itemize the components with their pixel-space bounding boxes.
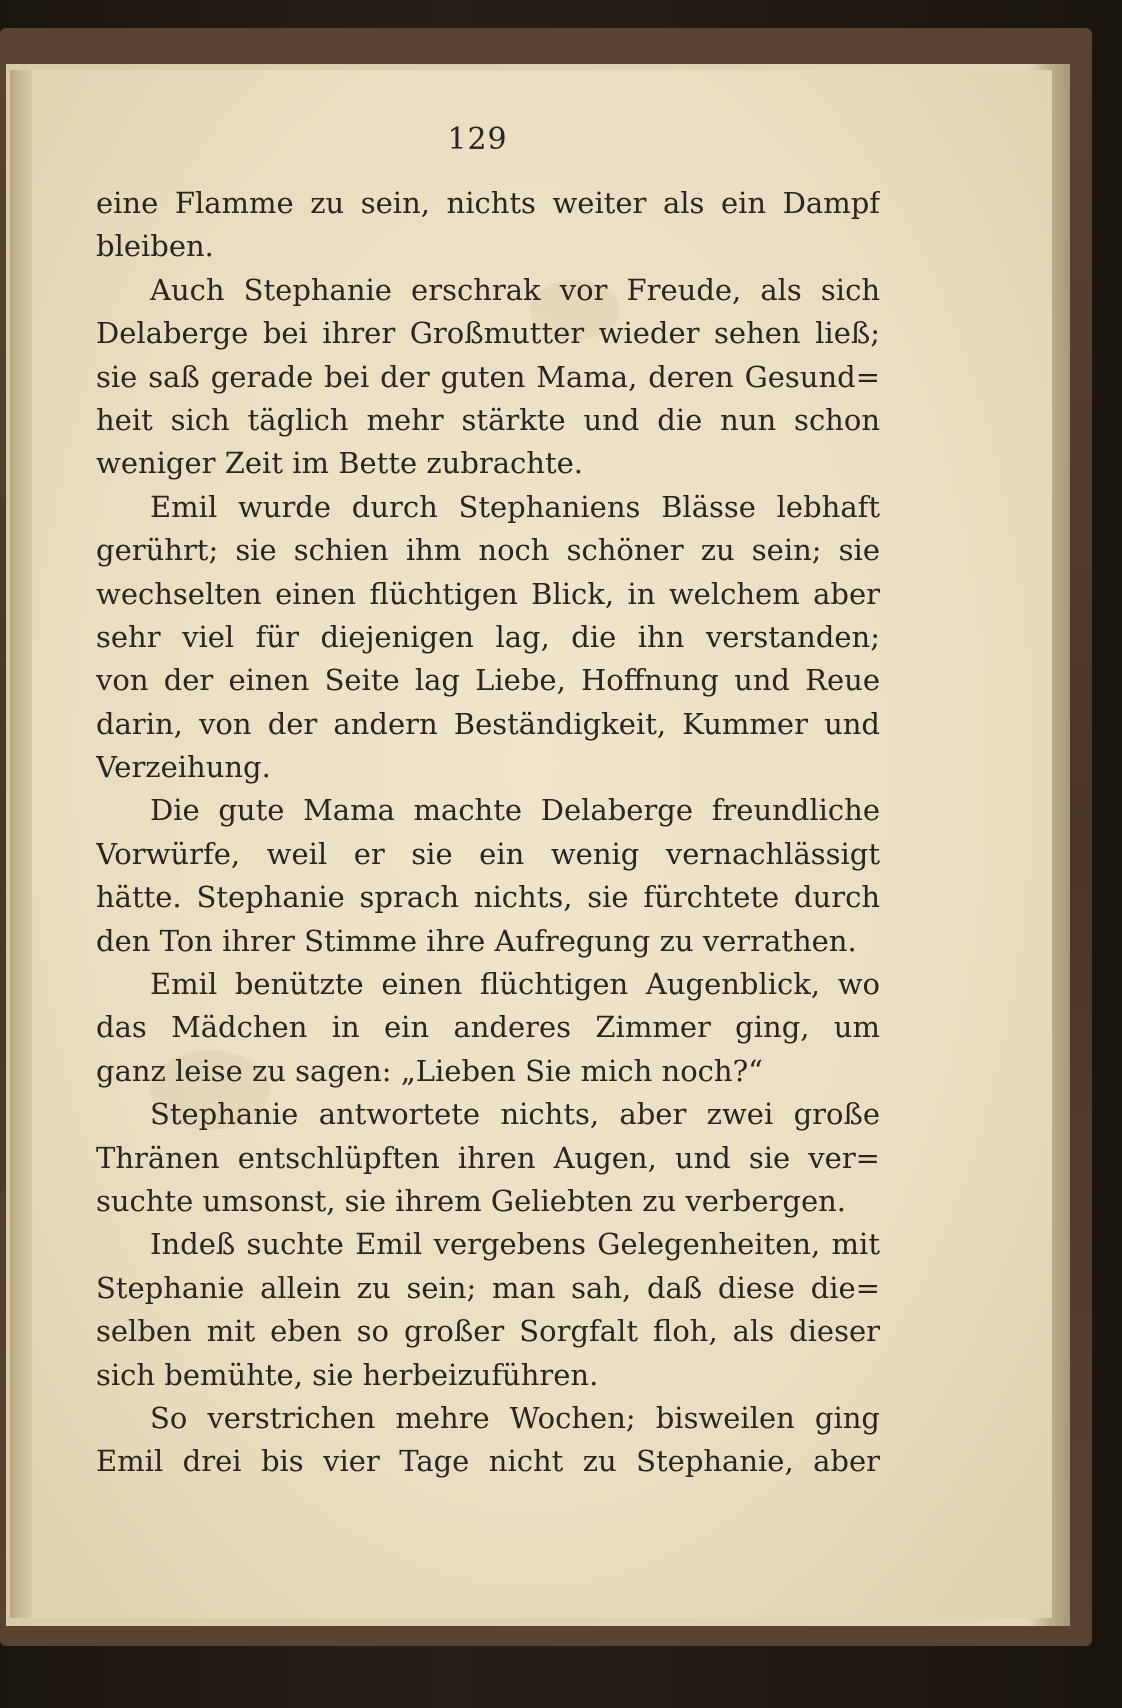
- body-text: [96, 182, 880, 1484]
- text-line: heit sich täglich mehr stärkte und die nun schon: [96, 402, 880, 437]
- book-page: [10, 70, 1052, 1618]
- text-line: suchte umsonst, sie ihrem Geliebten zu verbergen.: [96, 1183, 847, 1218]
- text-line: eine Flamme zu sein, nichts weiter als ein Dampf: [96, 186, 880, 220]
- text-line: Verzeihung.: [96, 750, 271, 785]
- text-line: ganz leise zu sagen: „Lieben Sie mich noch?“: [96, 1053, 763, 1088]
- text-line: Stephanie allein zu sein; man sah, daß diese die=: [96, 1270, 880, 1305]
- text-line: Emil drei bis vier Tage nicht zu Stephanie, aber: [96, 1444, 880, 1479]
- text-line: Thränen entschlüpften ihren Augen, und sie ver=: [96, 1140, 880, 1175]
- text-line: wechselten einen flüchtigen Blick, in welchem aber: [96, 576, 880, 611]
- text-line: sich bemühte, sie herbeizuführen.: [96, 1357, 599, 1392]
- text-line: Vorwürfe, weil er sie ein wenig vernachlässigt: [96, 836, 880, 871]
- text-line: Emil benützte einen flüchtigen Augenblick, wo: [150, 967, 880, 1002]
- text-line: Delaberge bei ihrer Großmutter wieder sehen ließ;: [96, 316, 880, 351]
- text-line: Indeß suchte Emil vergebens Gelegenheiten, mit: [150, 1227, 880, 1262]
- text-line: Auch Stephanie erschrak vor Freude, als sich: [150, 272, 880, 307]
- text-line: bleiben.: [96, 229, 214, 264]
- text-line: den Ton ihrer Stimme ihre Aufregung zu verrathen.: [96, 923, 857, 958]
- text-line: Die gute Mama machte Delaberge freundliche: [150, 793, 880, 828]
- text-line: selben mit eben so großer Sorgfalt floh, als dieser: [96, 1314, 880, 1349]
- text-line: hätte. Stephanie sprach nichts, sie fürchtete durch: [96, 880, 880, 915]
- page-gutter: [10, 70, 32, 1618]
- text-line: Emil wurde durch Stephaniens Blässe lebhaft: [150, 489, 880, 524]
- text-line: gerührt; sie schien ihm noch schöner zu sein; sie: [96, 533, 880, 568]
- text-line: sie saß gerade bei der guten Mama, deren Gesund=: [96, 359, 880, 394]
- text-line: sehr viel für diejenigen lag, die ihn verstanden;: [96, 619, 880, 654]
- text-line: das Mädchen in ein anderes Zimmer ging, um: [96, 1010, 880, 1045]
- text-line: darin, von der andern Beständigkeit, Kummer und: [96, 706, 880, 741]
- text-line: weniger Zeit im Bette zubrachte.: [96, 446, 583, 481]
- page-number: 129: [447, 122, 508, 157]
- text-line: von der einen Seite lag Liebe, Hoffnung und Reue: [96, 663, 880, 698]
- text-line: So verstrichen mehre Wochen; bisweilen ging: [150, 1400, 880, 1435]
- text-line: Stephanie antwortete nichts, aber zwei große: [150, 1097, 880, 1132]
